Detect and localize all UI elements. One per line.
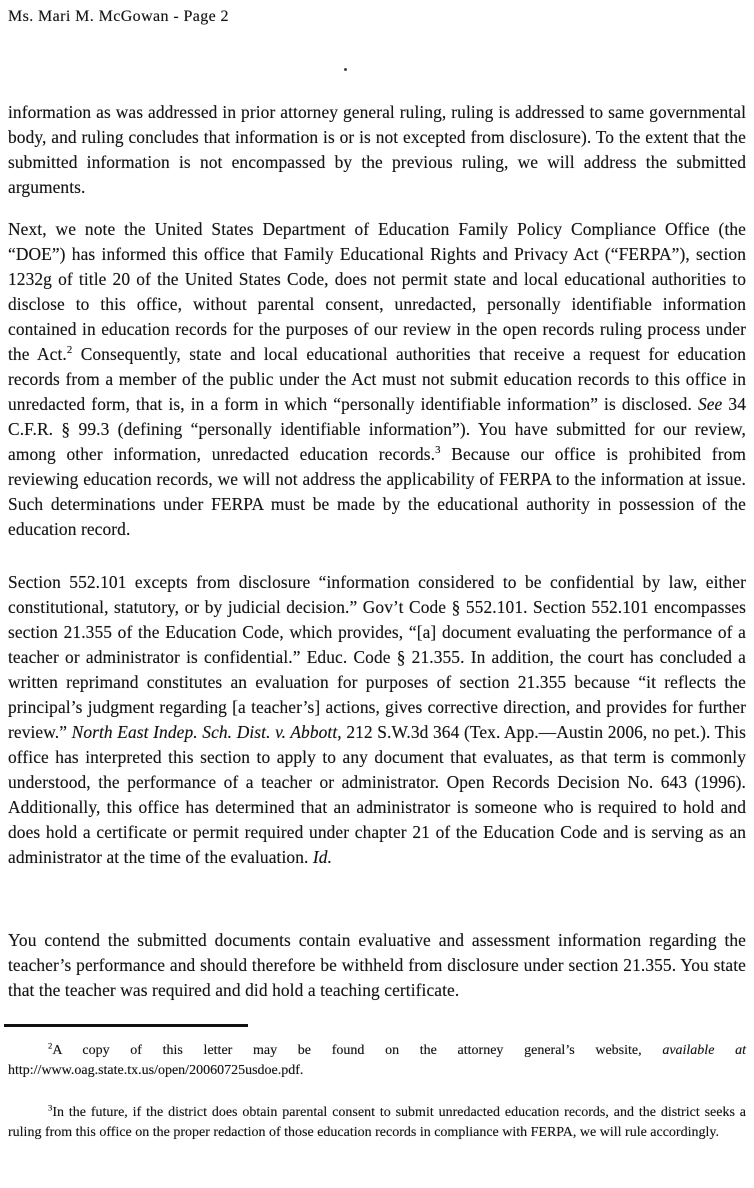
body-paragraph-1 xyxy=(8,100,746,200)
see-citation: See xyxy=(697,394,723,414)
paragraph-text: information as was addressed in prior attorney general ruling, ruling is addressed to same governmental body, and ruling concludes that information is or is not excepted from disclosure). To the extent that the submitted information is not encompassed by the previous ruling, we will address the submitted arguments. xyxy=(8,102,746,197)
footnote-2 xyxy=(8,1041,746,1081)
footnote-separator-rule xyxy=(4,1024,248,1027)
footnote-url: http://www.oag.state.tx.us/open/20060725usdoe.pdf. xyxy=(8,1063,304,1078)
body-paragraph-4 xyxy=(8,928,746,1003)
footnote-3 xyxy=(8,1103,746,1143)
footnote-marker-3: 3 xyxy=(48,1102,53,1113)
footnote-text: In the future, if the district does obtain parental consent to submit unredacted education records, and the district seeks a ruling from this office on the proper redaction of those education records in compliance with FERPA, we will rule accordingly. xyxy=(8,1105,746,1140)
paragraph-text: Section 552.101 excepts from disclosure “information considered to be confidential by law, either constitutional, statutory, or by judicial decision.” Gov’t Code § 552.101. Section 552.101 encompasses section 21.355 of the Education Code, which provides, “[a] document evaluating the performance of a teacher or administrator is confidential.” Educ. Code § 21.355. In addition, the court has concluded a written reprimand constitutes an evaluation for purposes of section 21.355 because “it reflects the principal’s judgment regarding [a teacher’s] actions, gives corrective direction, and provides for further review.” xyxy=(8,572,746,742)
body-paragraph-3 xyxy=(8,570,746,870)
page-header: Ms. Mari M. McGowan - Page 2 xyxy=(8,8,229,25)
footnote-text: A copy of this letter may be found on the attorney general’s website, xyxy=(52,1043,663,1058)
available-at-citation: available at xyxy=(662,1043,746,1058)
footnote-reference-2: 2 xyxy=(66,344,73,357)
paragraph-text: 34 C.F.R. § 99.3 (defining “personally identifiable information”). You have submitted for our review, among other information, unredacted education records. xyxy=(8,394,746,464)
paragraph-text: Because our office is prohibited from reviewing education records, we will not address the applicability of FERPA to the information at issue. Such determinations under FERPA must be made by the educational authority in possession of the education record. xyxy=(8,444,747,539)
id-citation: Id. xyxy=(312,847,333,867)
paragraph-text: 212 S.W.3d 364 (Tex. App.—Austin 2006, no pet.). This office has interpreted this section to apply to any document that evaluates, as that term is commonly understood, the performance of a teacher or administrator. Open Records Decision No. 643 (1996). Additionally, this office has determined that an administrator is someone who is required to hold and does hold a certificate or permit required under chapter 21 of the Education Code and is serving as an administrator at the time of the evaluation. xyxy=(8,722,747,867)
paragraph-text: Next, we note the United States Department of Education Family Policy Compliance Office (the “DOE”) has informed this office that Family Educational Rights and Privacy Act (“FERPA”), section 1232g of title 20 of the United States Code, does not permit state and local educational authorities to disclose to this office, without parental consent, unredacted, personally identifiable information contained in education records for the purposes of our review in the open records ruling process under the Act. xyxy=(8,219,746,364)
body-paragraph-2 xyxy=(8,217,746,542)
footnote-reference-3: 3 xyxy=(435,444,441,457)
paragraph-text: You contend the submitted documents contain evaluative and assessment information regarding the teacher’s performance and should therefore be withheld from disclosure under section 21.355. You state that the teacher was required and did hold a teaching certificate. xyxy=(8,930,746,1000)
paragraph-text: Consequently, state and local educational authorities that receive a request for education records from a member of the public under the Act must not submit education records to this office in unredacted form, that is, in a form in which “personally identifiable information” is disclosed. xyxy=(8,344,746,414)
footnote-marker-2: 2 xyxy=(48,1040,53,1051)
scan-artifact-dot xyxy=(344,68,347,71)
case-citation: North East Indep. Sch. Dist. v. Abbott, xyxy=(71,722,342,742)
